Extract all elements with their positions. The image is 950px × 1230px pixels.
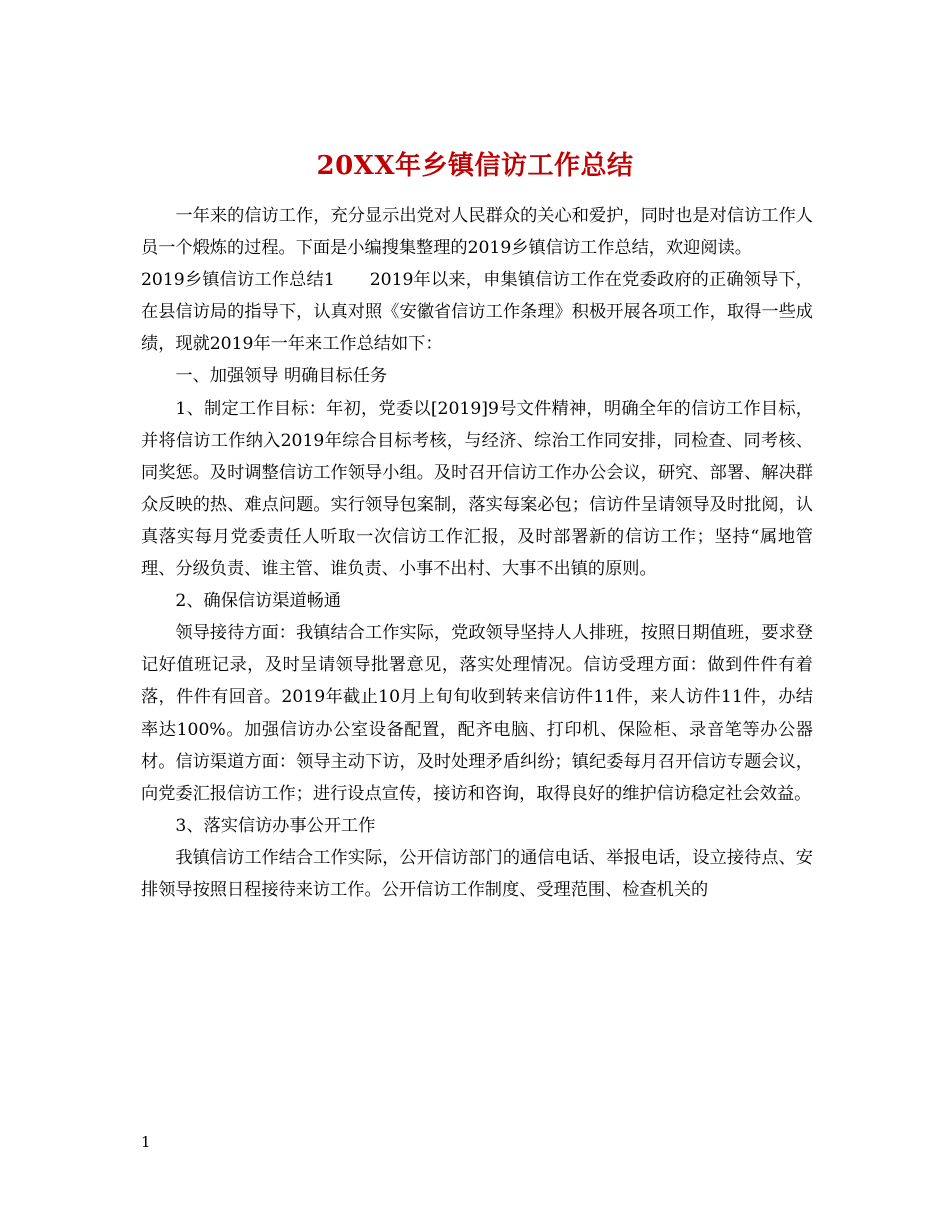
paragraph-item-3: 我镇信访工作结合工作实际，公开信访部门的通信电话、举报电话，设立接待点、安排领导按照日程接待来访工作。公开信访工作制度、受理范围、检查机关的 [141,847,813,900]
paragraph-summary-lead: 2019乡镇信访工作总结1 2019年以来，申集镇信访工作在党委政府的正确领导下，在县信访局的指导下，认真对照《安徽省信访工作条理》积极开展各项工作，取得一些成绩，现就2019年一年来工作总结如下： [141,270,813,355]
page-number: 1 [141,1133,151,1151]
document-title: 20XX年乡镇信访工作总结 [316,151,634,182]
paragraph-item-2: 领导接待方面：我镇结合工作实际，党政领导坚持人人排班，按照日期值班，要求登记好值班记录，及时呈请领导批署意见，落实处理情况。信访受理方面：做到件件有着落，件件有回音。2019年截止10月上旬旬收到转来信访件11件，来人访件11件，办结率达100%。加强信访办公室设备配置，配齐电脑、打印机、保险柜、录音笔等办公器材。信访渠道方面：领导主动下访，及时处理矛盾纠纷；镇纪委每月召开信访专题会议，向党委汇报信访工作；进行设点宣传，接访和咨询，取得良好的维护信访稳定社会效益。 [141,623,813,804]
paragraph-item-1: 1、制定工作目标：年初，党委以[2019]9号文件精神，明确全年的信访工作目标，并将信访工作纳入2019年综合目标考核，与经济、综治工作同安排，同检查、同考核、同奖惩。及时调整信访工作领导小组。及时召开信访工作办公会议，研究、部署、解决群众反映的热、难点问题。实行领导包案制，落实每案必包；信访件呈请领导及时批阅，认真落实每月党委责任人听取一次信访工作汇报，及时部署新的信访工作；坚持“属地管理、分级负责、谁主管、谁负责、小事不出村、大事不出镇的原则。 [141,398,813,580]
section-heading-1: 一、加强领导 明确目标任务 [175,366,388,387]
section-heading-2: 2、确保信访渠道畅通 [175,591,342,612]
section-heading-3: 3、落实信访办事公开工作 [175,815,376,836]
document-body [141,200,813,906]
paragraph-intro: 一年来的信访工作，充分显示出党对人民群众的关心和爱护，同时也是对信访工作人员一个煅炼的过程。下面是小编搜集整理的2019乡镇信访工作总结，欢迎阅读。 [141,206,813,259]
